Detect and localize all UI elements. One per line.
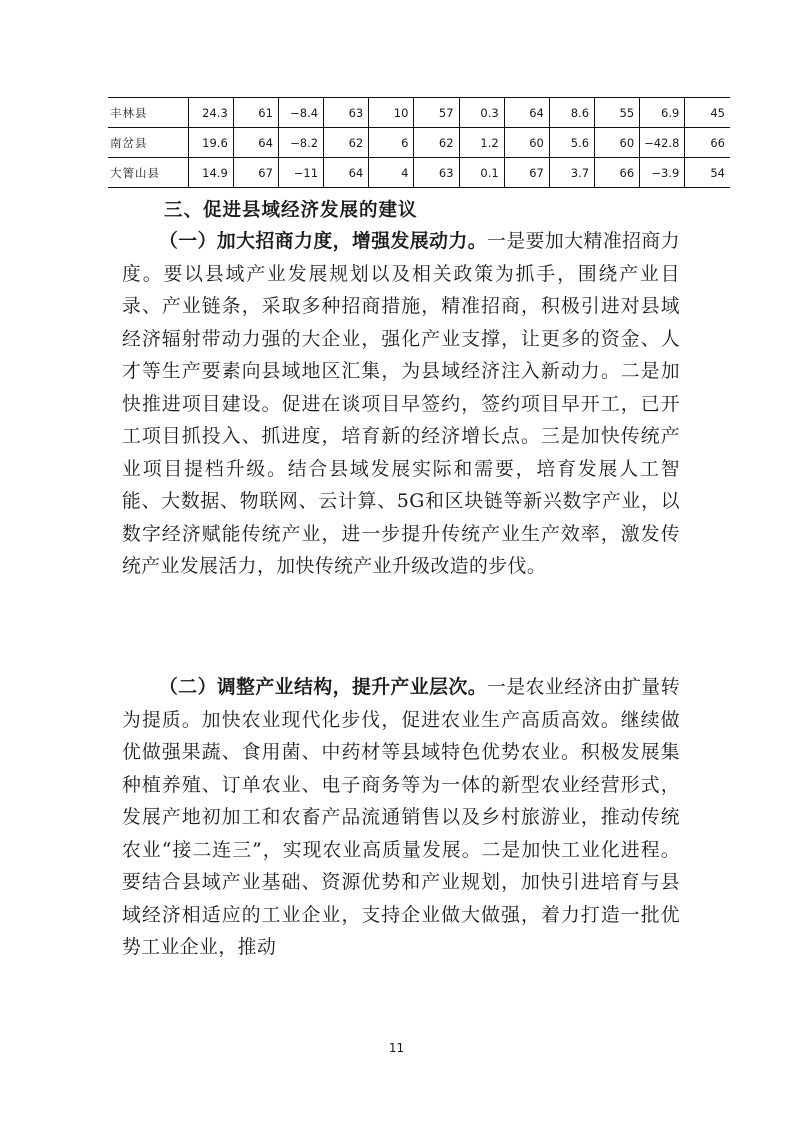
table-body [108, 98, 730, 188]
value-cell: 67 [504, 158, 549, 188]
value-cell: 8.6 [549, 98, 594, 128]
value-cell: 64 [504, 98, 549, 128]
value-cell: 57 [414, 98, 459, 128]
value-cell: 19.6 [188, 128, 233, 158]
table-row [108, 158, 730, 188]
paragraph-1-body: 一是要加大精准招商力度。要以县域产业发展规划以及相关政策为抓手，围绕产业目录、产业链条，采取多种招商措施，精准招商，积极引进对县域经济辐射带动力强的大企业，强化产业支撑，让更多的资金、人才等生产要素向县域地区汇集，为县域经济注入新动力。二是加快推进项目建设。促进在谈项目早签约，签约项目早开工，已开工项目抓投入、抓进度，培育新的经济增长点。三是加快传统产业项目提档升级。结合县域发展实际和需要，培育发展人工智能、大数据、物联网、云计算、5G和区块链等新兴数字产业，以数字经济赋能传统产业，进一步提升传统产业生产效率，激发传统产业发展活力，加快传统产业升级改造的步伐。 [122, 231, 680, 577]
value-cell: 55 [595, 98, 640, 128]
paragraph-1-lead: （一）加大招商力度，增强发展动力。 [159, 231, 488, 252]
value-cell: 54 [685, 158, 730, 188]
value-cell: 10 [369, 98, 414, 128]
value-cell: 64 [233, 128, 278, 158]
value-cell: 45 [685, 98, 730, 128]
value-cell: 63 [324, 98, 369, 128]
value-cell: −8.2 [278, 128, 323, 158]
value-cell: 14.9 [188, 158, 233, 188]
value-cell: −3.9 [640, 158, 685, 188]
value-cell: 61 [233, 98, 278, 128]
value-cell: −11 [278, 158, 323, 188]
value-cell: 0.1 [459, 158, 504, 188]
value-cell: −8.4 [278, 98, 323, 128]
paragraph-1 [122, 226, 680, 584]
paragraph-2-body: 一是农业经济由扩量转为提质。加快农业现代化步伐，促进农业生产高质高效。继续做优做强果蔬、食用菌、中药材等县域特色优势农业。积极发展集种植养殖、订单农业、电子商务等为一体的新型农业经营形式，发展产地初加工和农畜产品流通销售以及乡村旅游业，推动传统农业“接二连三”，实现农业高质量发展。二是加快工业化进程。要结合县域产业基础、资源优势和产业规划，加快引进培育与县域经济相适应的工业企业，支持企业做大做强，着力打造一批优势工业企业，推动 [122, 677, 680, 958]
value-cell: 66 [685, 128, 730, 158]
county-data-table [108, 97, 730, 188]
value-cell: −42.8 [640, 128, 685, 158]
value-cell: 64 [324, 158, 369, 188]
value-cell: 3.7 [549, 158, 594, 188]
county-name-cell: 大箐山县 [108, 158, 188, 188]
paragraph-2 [122, 672, 680, 965]
value-cell: 6.9 [640, 98, 685, 128]
value-cell: 0.3 [459, 98, 504, 128]
county-name-cell: 南岔县 [108, 128, 188, 158]
value-cell: 1.2 [459, 128, 504, 158]
value-cell: 63 [414, 158, 459, 188]
table-row [108, 98, 730, 128]
value-cell: 62 [414, 128, 459, 158]
value-cell: 6 [369, 128, 414, 158]
page-number: 11 [388, 1041, 405, 1055]
value-cell: 60 [595, 128, 640, 158]
section-heading: 三、促进县域经济发展的建议 [164, 200, 418, 221]
value-cell: 67 [233, 158, 278, 188]
county-name-cell: 丰林县 [108, 98, 188, 128]
value-cell: 24.3 [188, 98, 233, 128]
value-cell: 5.6 [549, 128, 594, 158]
value-cell: 62 [324, 128, 369, 158]
table-row [108, 128, 730, 158]
value-cell: 66 [595, 158, 640, 188]
paragraph-2-lead: （二）调整产业结构，提升产业层次。 [159, 677, 488, 698]
value-cell: 4 [369, 158, 414, 188]
value-cell: 60 [504, 128, 549, 158]
